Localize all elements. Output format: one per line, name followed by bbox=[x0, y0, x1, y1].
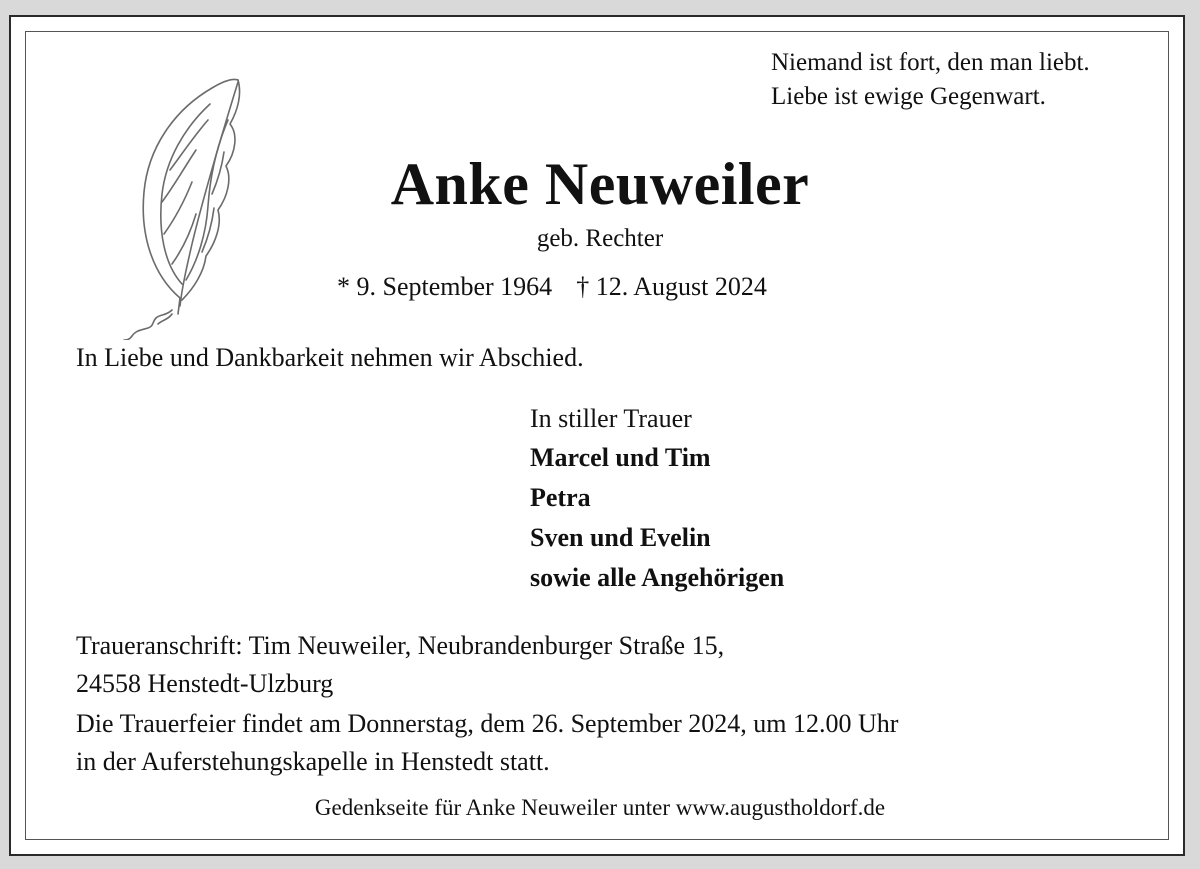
ceremony-info bbox=[76, 705, 898, 781]
birth-date: * 9. September 1964 bbox=[337, 272, 553, 301]
mourner-name: Marcel und Tim bbox=[530, 443, 711, 472]
life-dates bbox=[337, 270, 767, 304]
ceremony-line-1: Die Trauerfeier findet am Donnerstag, dem 26. September 2024, um 12.00 Uhr bbox=[76, 709, 899, 738]
memorial-page-link: Gedenkseite für Anke Neuweiler unter www.augustholdorf.de bbox=[314, 795, 886, 820]
mourner-name: Sven und Evelin bbox=[530, 523, 711, 552]
mourner-name: Petra bbox=[530, 483, 591, 512]
address-line-1: Traueranschrift: Tim Neuweiler, Neubrandenburger Straße 15, bbox=[76, 631, 725, 660]
mourners-intro: In stiller Trauer bbox=[530, 404, 692, 433]
mourning-address bbox=[76, 627, 724, 703]
maiden-name: geb. Rechter bbox=[536, 225, 664, 252]
deceased-name: Anke Neuweiler bbox=[390, 151, 810, 217]
ceremony-line-2: in der Auferstehungskapelle in Henstedt statt. bbox=[76, 747, 550, 776]
quote bbox=[771, 46, 1090, 114]
mourners-block bbox=[530, 400, 784, 598]
mourner-name: sowie alle Angehörigen bbox=[530, 563, 785, 592]
address-line-2: 24558 Henstedt-Ulzburg bbox=[76, 669, 334, 698]
farewell-text: In Liebe und Dankbarkeit nehmen wir Abschied. bbox=[76, 343, 584, 372]
death-date: † 12. August 2024 bbox=[576, 272, 767, 301]
quote-line-2: Liebe ist ewige Gegenwart. bbox=[771, 83, 1046, 110]
quote-line-1: Niemand ist fort, den man liebt. bbox=[771, 49, 1090, 76]
